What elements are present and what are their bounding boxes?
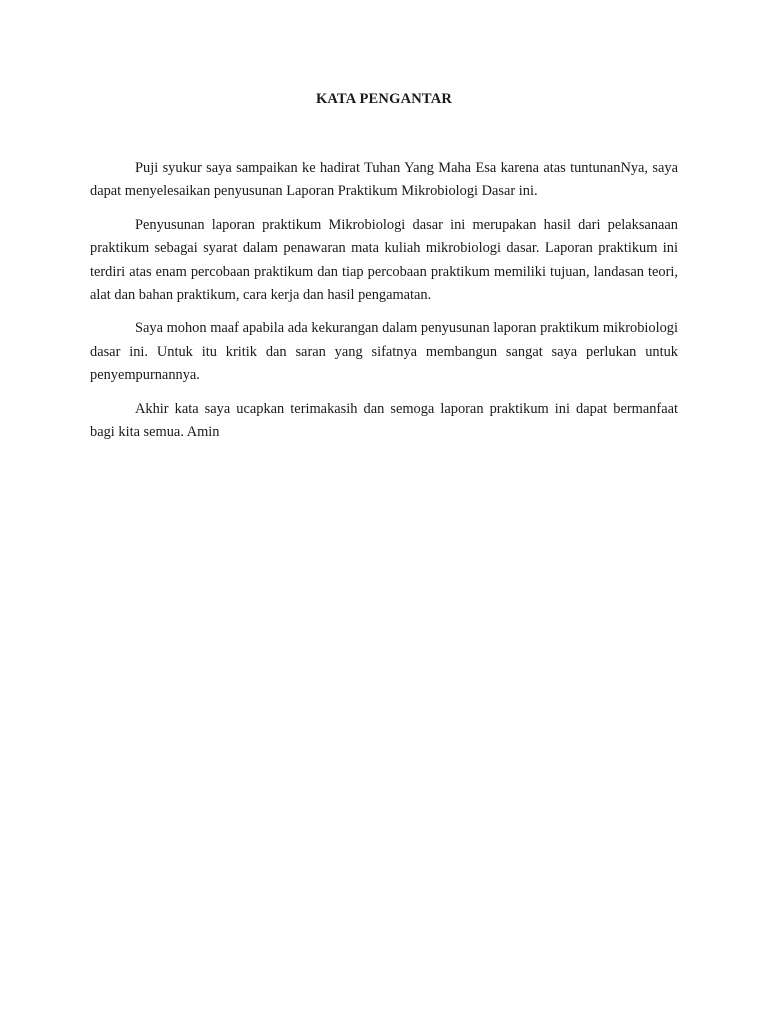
paragraph-1: Puji syukur saya sampaikan ke hadirat Tuhan Yang Maha Esa karena atas tuntunanNya, saya dapat menyelesaikan penyusunan Laporan Praktikum Mikrobiologi Dasar ini. [90, 160, 678, 200]
paragraph-2: Penyusunan laporan praktikum Mikrobiologi dasar ini merupakan hasil dari pelaksanaan praktikum sebagai syarat dalam penawaran mata kuliah mikrobiologi dasar. Laporan praktikum ini terdiri atas enam percobaan praktikum dan tiap percobaan praktikum memiliki tujuan, landasan teori, alat dan bahan praktikum, cara kerja dan hasil pengamatan. [90, 216, 678, 304]
page-title: KATA PENGANTAR [315, 91, 453, 107]
document-body [90, 157, 678, 454]
paragraph-4: Akhir kata saya ucapkan terimakasih dan semoga laporan praktikum ini dapat bermanfaat bagi kita semua. Amin [90, 400, 678, 441]
paragraph-3: Saya mohon maaf apabila ada kekurangan dalam penyusunan laporan praktikum mikrobiologi dasar ini. Untuk itu kritik dan saran yang sifatnya membangun sangat saya perlukan untuk penyempurnannya. [90, 320, 678, 384]
